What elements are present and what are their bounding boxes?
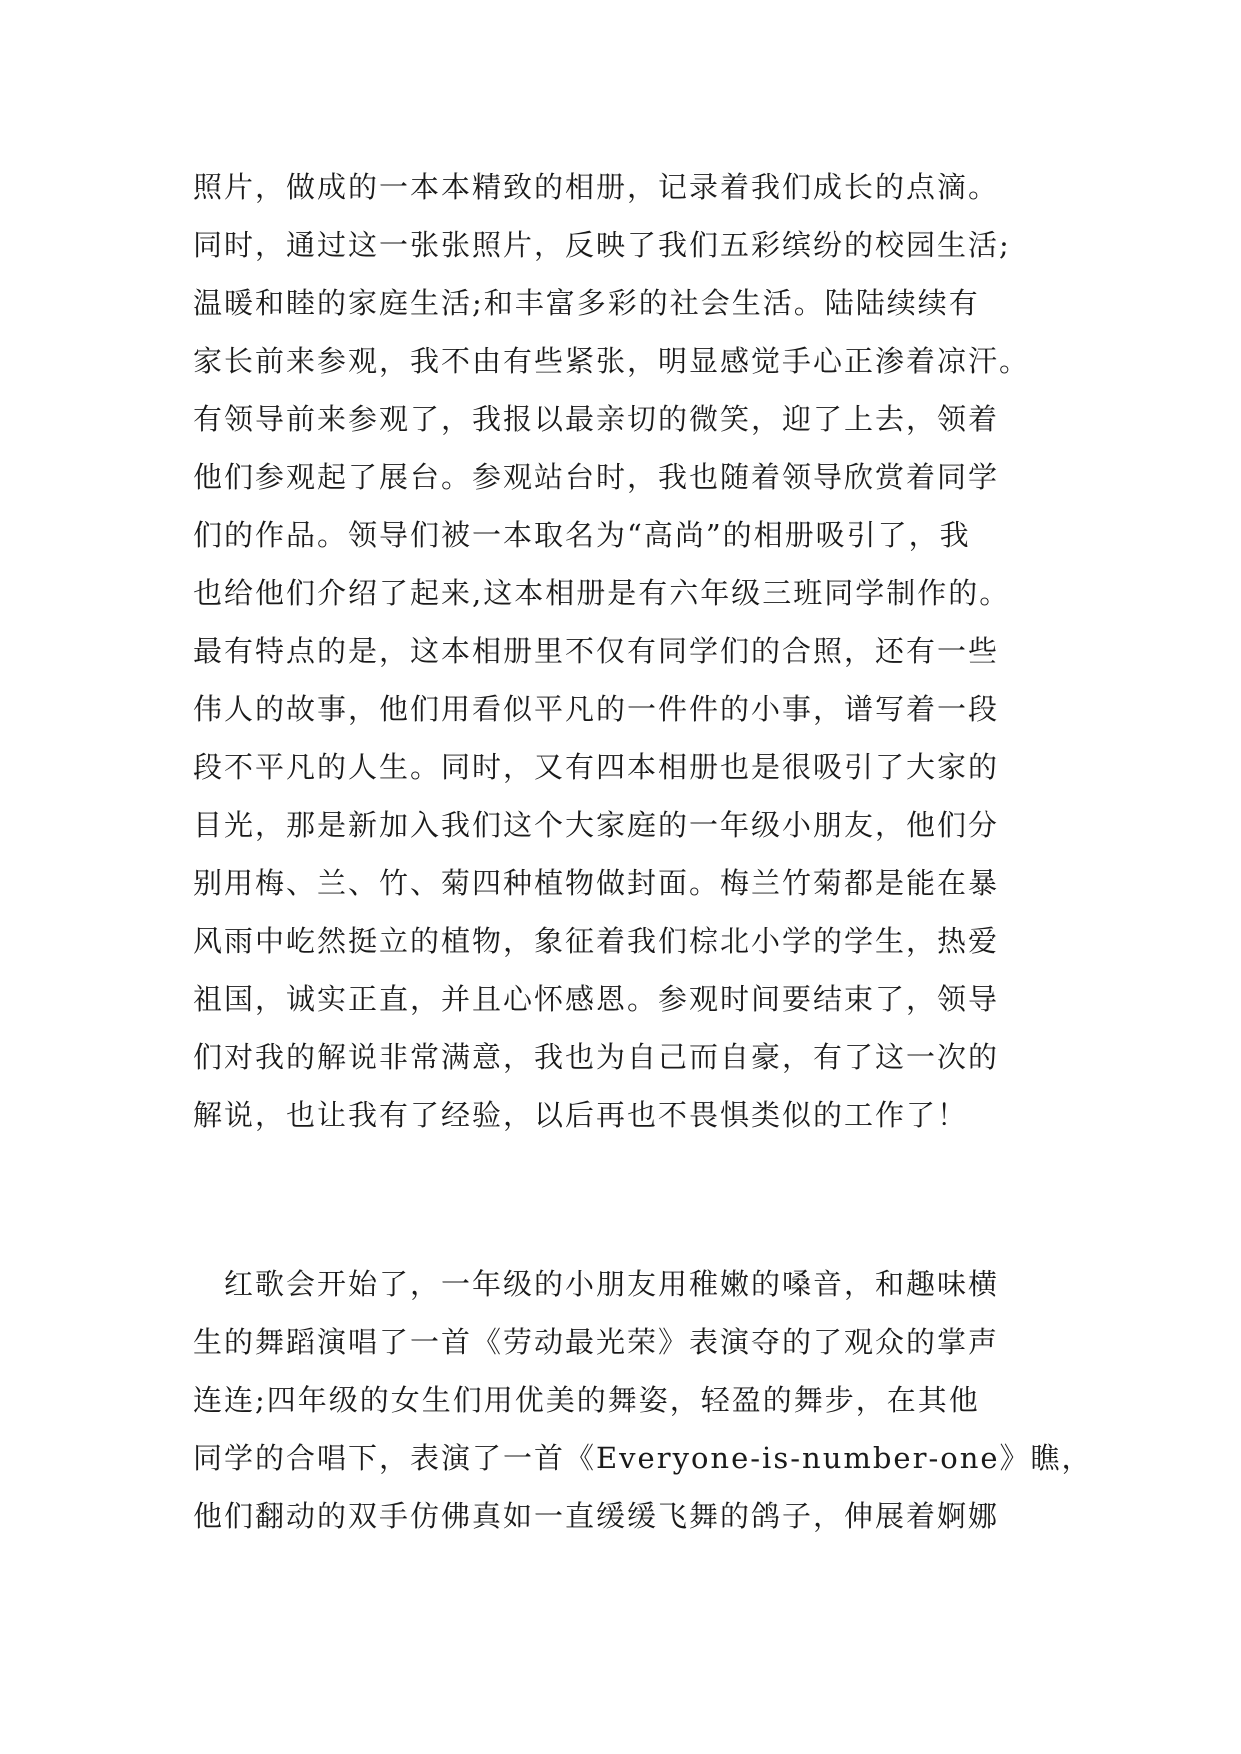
text-line: 他们翻动的双手仿佛真如一直缓缓飞舞的鸽子，伸展着婀娜 — [193, 1499, 1000, 1533]
text-line: 有领导前来参观了，我报以最亲切的微笑，迎了上去，领着 — [193, 402, 1000, 436]
text-line: 目光，那是新加入我们这个大家庭的一年级小朋友，他们分 — [193, 808, 1000, 842]
text-line: 伟人的故事，他们用看似平凡的一件件的小事，谱写着一段 — [193, 692, 1000, 726]
text-line: 照片，做成的一本本精致的相册，记录着我们成长的点滴。 — [193, 170, 1000, 204]
text-line: 解说，也让我有了经验，以后再也不畏惧类似的工作了！ — [193, 1098, 969, 1132]
text-line: 生的舞蹈演唱了一首《劳动最光荣》表演夺的了观众的掌声 — [193, 1325, 1000, 1359]
text-line: 同时，通过这一张张照片，反映了我们五彩缤纷的校园生活; — [193, 228, 1011, 262]
text-line: 们对我的解说非常满意，我也为自己而自豪，有了这一次的 — [193, 1040, 1000, 1074]
text-line: 风雨中屹然挺立的植物，象征着我们棕北小学的学生，热爱 — [193, 924, 1000, 958]
text-line: 同学的合唱下，表演了一首《Everyone-is-number-one》瞧， — [193, 1441, 1093, 1475]
paragraph — [193, 158, 1053, 1144]
text-line: 家长前来参观，我不由有些紧张，明显感觉手心正渗着凉汗。 — [193, 344, 1031, 378]
text-line: 们的作品。领导们被一本取名为“高尚”的相册吸引了，我 — [193, 518, 971, 552]
text-line: 也给他们介绍了起来,这本相册是有六年级三班同学制作的。 — [193, 576, 1011, 610]
text-line: 别用梅、兰、竹、菊四种植物做封面。梅兰竹菊都是能在暴 — [193, 866, 1000, 900]
text-line: 温暖和睦的家庭生活;和丰富多彩的社会生活。陆陆续续有 — [193, 286, 980, 320]
text-line: 连连;四年级的女生们用优美的舞姿，轻盈的舞步，在其他 — [193, 1383, 980, 1417]
text-line: 最有特点的是，这本相册里不仅有同学们的合照，还有一些 — [193, 634, 1000, 668]
paragraph — [193, 1255, 1093, 1545]
text-line: 他们参观起了展台。参观站台时，我也随着领导欣赏着同学 — [193, 460, 1000, 494]
text-line: 段不平凡的人生。同时，又有四本相册也是很吸引了大家的 — [193, 750, 1000, 784]
text-line: 祖国，诚实正直，并且心怀感恩。参观时间要结束了，领导 — [193, 982, 1000, 1016]
text-line: 红歌会开始了，一年级的小朋友用稚嫩的嗓音，和趣味横 — [193, 1267, 1000, 1301]
